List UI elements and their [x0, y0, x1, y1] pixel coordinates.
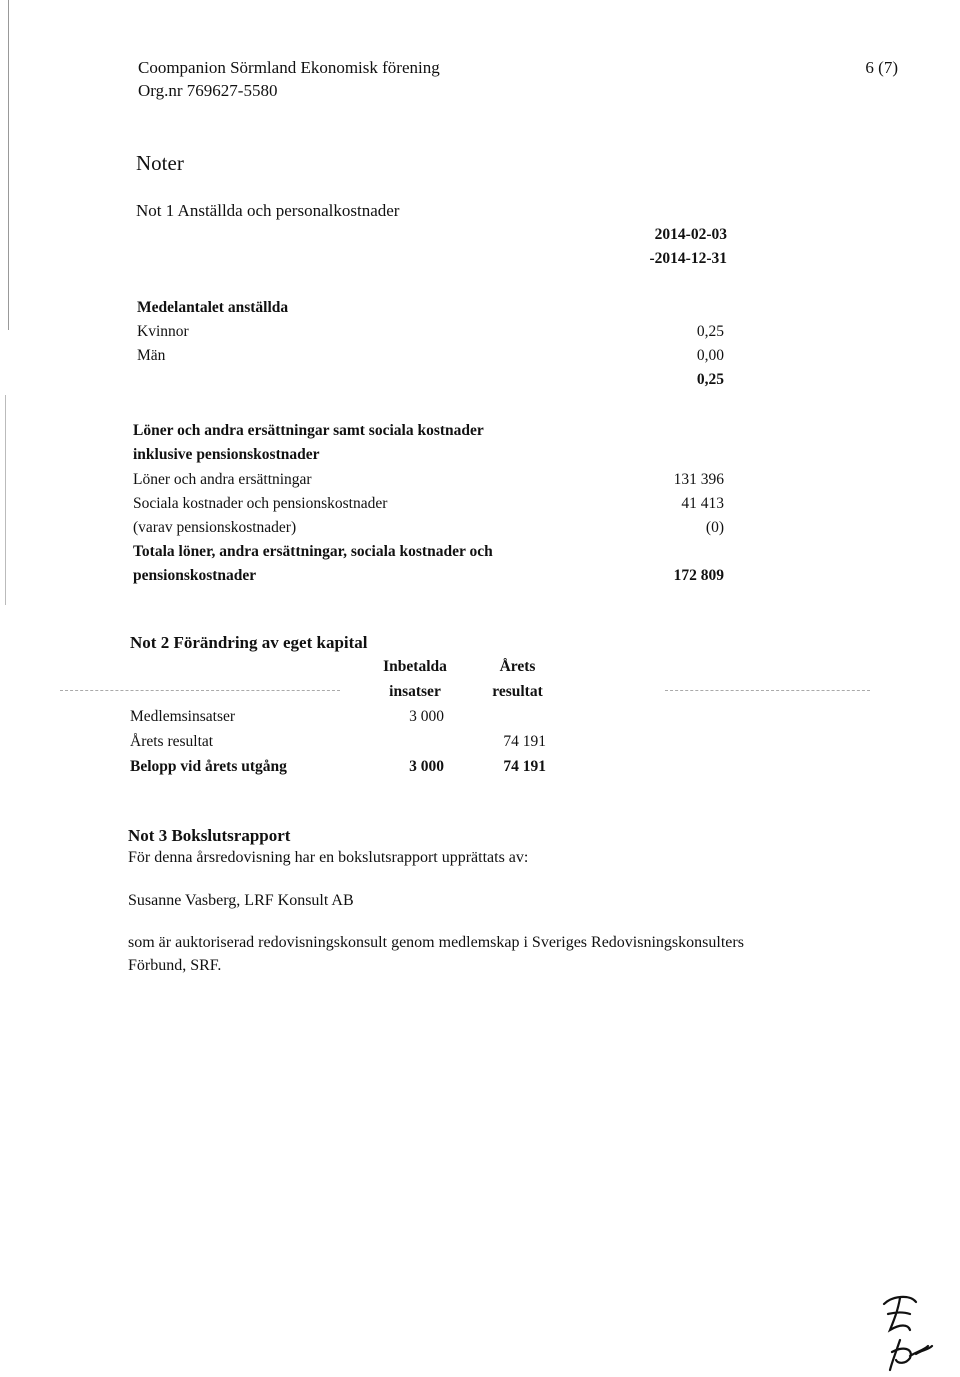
note3-heading: Not 3 Bokslutsrapport [128, 826, 291, 845]
women-label: Kvinnor [137, 323, 189, 340]
period-end: -2014-12-31 [649, 250, 727, 267]
col-paid-in-line2: insatser [389, 683, 441, 700]
employees-heading: Medelantalet anställda [137, 299, 289, 316]
col-result-line2: resultat [492, 683, 543, 700]
scan-edge-line [5, 395, 6, 605]
equity-row-paid-in: 3 000 [409, 758, 444, 775]
col-result-line1: Årets [499, 658, 536, 675]
men-label: Män [137, 347, 166, 364]
total-label-line1: Totala löner, andra ersättningar, sociala kostnader och [133, 543, 493, 560]
total-value: 172 809 [673, 567, 724, 584]
salaries-label: Löner och andra ersättningar [133, 471, 312, 488]
page-number: 6 (7) [865, 58, 898, 77]
note3-statement-line1: som är auktoriserad redovisningskonsult genom medlemskap i Sveriges Redovisningskonsulters [128, 934, 744, 951]
scan-edge-line [8, 0, 9, 330]
divider [60, 690, 340, 691]
note3-person: Susanne Vasberg, LRF Konsult AB [128, 892, 354, 909]
org-name: Coompanion Sörmland Ekonomisk förening [138, 58, 440, 77]
pension-label: (varav pensionskostnader) [133, 519, 297, 536]
period-start: 2014-02-03 [654, 226, 727, 243]
equity-row-label: Årets resultat [130, 733, 214, 750]
men-value: 0,00 [696, 347, 724, 364]
page-title: Noter [136, 151, 184, 175]
equity-row-label: Medlemsinsatser [130, 708, 236, 725]
employees-total: 0,25 [696, 371, 724, 388]
note1-heading: Not 1 Anställda och personalkostnader [136, 201, 400, 220]
note2-heading: Not 2 Förändring av eget kapital [130, 633, 368, 652]
handwritten-initials [870, 1290, 940, 1375]
equity-row-paid-in: 3 000 [409, 708, 444, 725]
note3-intro: För denna årsredovisning har en bokslutsrapport upprättats av: [128, 849, 529, 866]
divider [665, 690, 870, 691]
col-paid-in-line1: Inbetalda [383, 658, 447, 675]
pension-value: (0) [705, 519, 724, 536]
equity-row-label: Belopp vid årets utgång [130, 758, 287, 775]
note3-statement-line2: Förbund, SRF. [128, 957, 222, 974]
equity-row-result: 74 191 [503, 758, 546, 775]
org-number: Org.nr 769627-5580 [138, 81, 278, 100]
salaries-value: 131 396 [673, 471, 724, 488]
equity-row-result: 74 191 [503, 733, 546, 750]
women-value: 0,25 [696, 323, 724, 340]
social-costs-value: 41 413 [681, 495, 724, 512]
salaries-heading-line2: inklusive pensionskostnader [133, 446, 320, 463]
social-costs-label: Sociala kostnader och pensionskostnader [133, 495, 388, 512]
total-label-line2: pensionskostnader [133, 567, 257, 584]
salaries-heading-line1: Löner och andra ersättningar samt sociala kostnader [133, 422, 484, 439]
